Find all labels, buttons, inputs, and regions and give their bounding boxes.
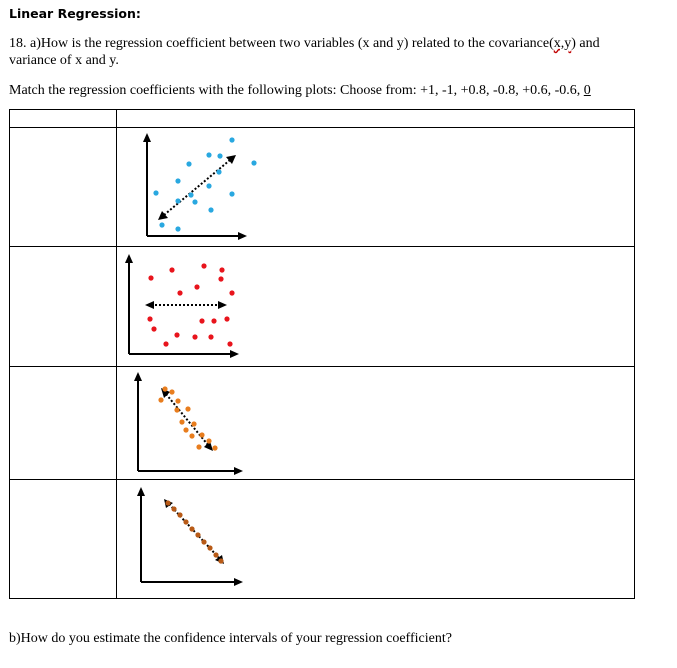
plot-cell-4 [117, 480, 635, 599]
match-instruction [9, 82, 669, 99]
data-point [185, 406, 190, 411]
data-point [183, 519, 188, 524]
scatter-plot-brown [117, 480, 634, 599]
data-point [206, 152, 211, 157]
plot-cell-2 [117, 247, 635, 367]
data-point [163, 341, 168, 346]
data-point [158, 397, 163, 402]
data-point [147, 316, 152, 321]
y-axis-arrow [134, 372, 142, 381]
scatter-plot-red [117, 247, 634, 367]
data-point [175, 198, 180, 203]
plot-cell-1 [117, 128, 635, 247]
answer-cell-4[interactable] [10, 480, 117, 599]
data-point [183, 427, 188, 432]
header-cell-answer[interactable] [10, 110, 117, 128]
data-point [175, 398, 180, 403]
x-axis-arrow [238, 232, 247, 240]
data-point [192, 334, 197, 339]
data-point [177, 512, 182, 517]
data-point [206, 183, 211, 188]
data-point [224, 316, 229, 321]
x-axis-arrow [230, 350, 239, 358]
table-row [10, 247, 635, 367]
data-point [188, 192, 193, 197]
data-point [229, 137, 234, 142]
data-points [158, 386, 217, 450]
table-row [10, 367, 635, 480]
data-point [199, 432, 204, 437]
data-point [195, 532, 200, 537]
data-point [174, 332, 179, 337]
trend-line [164, 160, 230, 215]
data-point [175, 178, 180, 183]
data-point [189, 433, 194, 438]
x-axis-arrow [234, 467, 243, 475]
data-point [218, 276, 223, 281]
table-header-row [10, 110, 635, 128]
data-point [151, 326, 156, 331]
data-point [206, 438, 211, 443]
data-point [199, 318, 204, 323]
data-point [169, 267, 174, 272]
data-point [227, 341, 232, 346]
match-option-zero: 0 [583, 83, 591, 98]
data-point [211, 318, 216, 323]
data-point [207, 545, 212, 550]
data-point [177, 290, 182, 295]
data-point [216, 169, 221, 174]
x-axis-arrow [234, 578, 243, 586]
question-18a [9, 35, 649, 69]
trend-arrow-end [218, 301, 227, 309]
data-points [153, 137, 256, 231]
answer-cell-3[interactable] [10, 367, 117, 480]
data-point [219, 267, 224, 272]
y-axis-arrow [125, 254, 133, 263]
data-point [196, 444, 201, 449]
data-point [174, 407, 179, 412]
answer-cell-2[interactable] [10, 247, 117, 367]
data-point [194, 284, 199, 289]
plot-matching-table [9, 109, 635, 599]
data-point [171, 506, 176, 511]
data-point [189, 526, 194, 531]
table-row [10, 128, 635, 247]
question-b: b)How do you estimate the confidence intervals of your regression coefficient? [9, 631, 452, 646]
y-axis-arrow [137, 487, 145, 496]
scatter-plot-orange [117, 367, 634, 480]
data-point [218, 558, 223, 563]
data-point [213, 552, 218, 557]
data-point [153, 190, 158, 195]
question-18a-end: ) and variance of x and y. [9, 36, 600, 68]
data-point [179, 419, 184, 424]
y-axis-arrow [143, 133, 151, 142]
data-point [208, 334, 213, 339]
answer-cell-1[interactable] [10, 128, 117, 247]
data-point [162, 386, 167, 391]
page-heading: Linear Regression: [9, 6, 141, 21]
data-point [208, 207, 213, 212]
data-point [186, 161, 191, 166]
trend-arrow-end [226, 155, 236, 164]
match-instruction-text: Match the regression coefficients with the following plots: Choose from: +1, -1, +0.8, -0.8, +0.6, -0.6, [9, 83, 584, 98]
data-point [175, 226, 180, 231]
data-point [148, 275, 153, 280]
data-point [212, 445, 217, 450]
trend-arrow-start [158, 211, 168, 220]
question-18a-xy: x,y [553, 36, 572, 51]
data-point [191, 421, 196, 426]
scatter-plot-blue [117, 128, 634, 247]
plot-cell-3 [117, 367, 635, 480]
trend-arrow-start [145, 301, 154, 309]
data-point [201, 263, 206, 268]
data-point [169, 389, 174, 394]
data-point [229, 290, 234, 295]
table-row [10, 480, 635, 599]
header-cell-plot [117, 110, 635, 128]
data-point [192, 199, 197, 204]
data-point [159, 222, 164, 227]
question-18a-start: 18. a)How is the regression coefficient between two variables (x and y) related to the covariance( [9, 36, 554, 51]
data-point [229, 191, 234, 196]
data-point [201, 539, 206, 544]
data-point [217, 153, 222, 158]
data-point [251, 160, 256, 165]
data-point [165, 500, 170, 505]
